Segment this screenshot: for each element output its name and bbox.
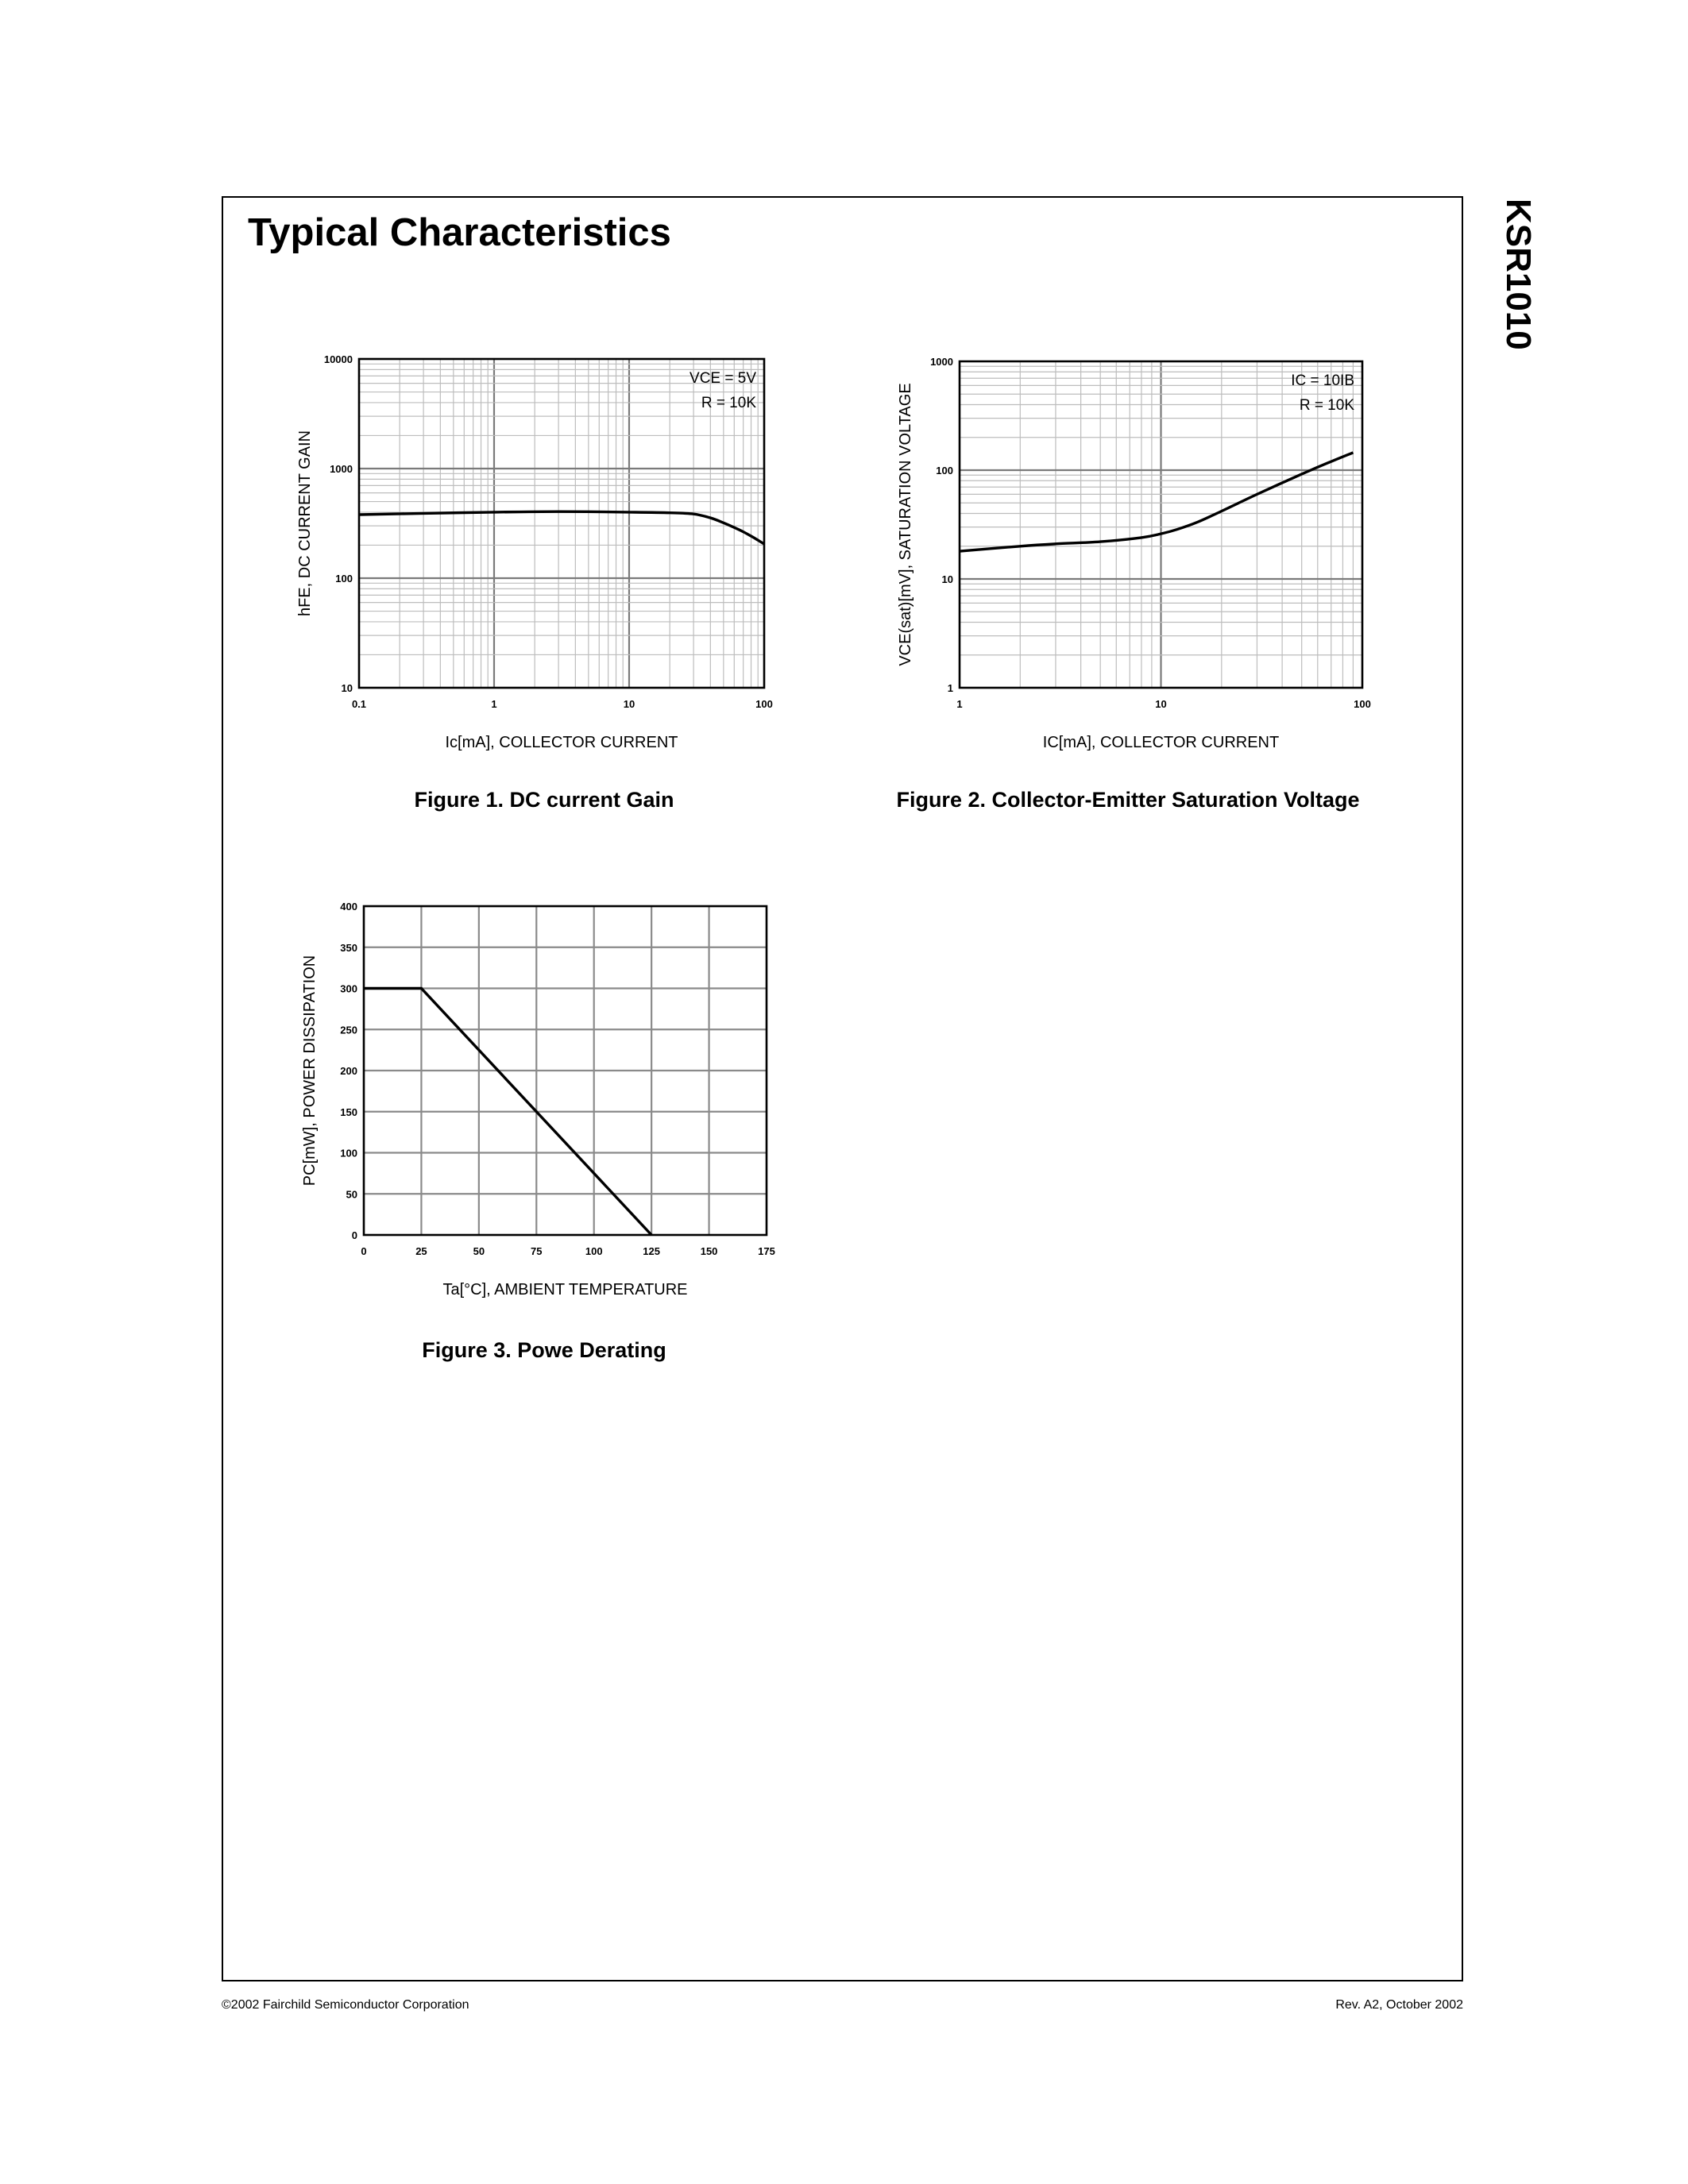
x-axis-label: IC[mA], COLLECTOR CURRENT	[1042, 734, 1280, 751]
y-tick-label: 250	[340, 1024, 357, 1036]
y-axis-label: hFE, DC CURRENT GAIN	[296, 430, 314, 617]
x-tick-label: 175	[758, 1245, 775, 1257]
figure-2-caption: Figure 2. Collector-Emitter Saturation Voltage	[896, 788, 1360, 812]
y-tick-label: 100	[340, 1147, 357, 1160]
x-tick-label: 1	[491, 698, 497, 710]
x-tick-label: 100	[755, 698, 773, 710]
x-tick-label: 150	[700, 1245, 718, 1257]
x-axis-label: Ta[°C], AMBIENT TEMPERATURE	[442, 1281, 688, 1298]
y-tick-label: 0	[351, 1229, 357, 1241]
x-tick-label: 75	[531, 1245, 543, 1257]
y-tick-label: 350	[340, 941, 357, 954]
y-tick-label: 1000	[330, 463, 353, 475]
y-tick-label: 1000	[930, 356, 953, 368]
x-tick-label: 0.1	[351, 698, 367, 710]
y-tick-label: 1	[947, 682, 953, 694]
chart-annotation: R = 10K	[701, 395, 756, 411]
x-tick-label: 1	[956, 698, 963, 710]
y-tick-label: 200	[340, 1065, 357, 1077]
x-tick-label: 10	[623, 698, 635, 710]
x-tick-label: 10	[1155, 698, 1167, 710]
y-tick-label: 100	[936, 465, 953, 477]
y-tick-label: 10	[941, 573, 953, 585]
y-axis-label: VCE(sat)[mV], SATURATION VOLTAGE	[897, 383, 914, 666]
x-tick-label: 125	[643, 1245, 660, 1257]
y-tick-label: 400	[340, 901, 357, 913]
x-tick-label: 100	[585, 1245, 603, 1257]
x-tick-label: 0	[361, 1245, 367, 1257]
y-tick-label: 150	[340, 1106, 357, 1118]
chart-annotation: IC = 10IB	[1291, 372, 1354, 389]
page-title: Typical Characteristics	[248, 211, 671, 254]
y-tick-label: 10000	[323, 353, 353, 365]
y-tick-label: 10	[341, 682, 353, 694]
chart-annotation: VCE = 5V	[689, 370, 756, 387]
x-tick-label: 50	[473, 1245, 485, 1257]
x-tick-label: 100	[1354, 698, 1371, 710]
y-axis-label: PC[mW], POWER DISSIPATION	[301, 955, 319, 1187]
x-tick-label: 25	[415, 1245, 427, 1257]
footer-revision: Rev. A2, October 2002	[1335, 1998, 1463, 2012]
figure-1-caption: Figure 1. DC current Gain	[414, 788, 674, 812]
figure-3-caption: Figure 3. Powe Derating	[422, 1338, 666, 1362]
y-tick-label: 50	[346, 1188, 357, 1201]
y-tick-label: 100	[335, 573, 353, 585]
y-tick-label: 300	[340, 982, 357, 995]
side-part-number-text: KSR1010	[1499, 199, 1538, 350]
x-axis-label: Ic[mA], COLLECTOR CURRENT	[445, 734, 678, 751]
footer-copyright: ©2002 Fairchild Semiconductor Corporation	[222, 1998, 469, 2012]
chart-annotation: R = 10K	[1299, 397, 1354, 414]
